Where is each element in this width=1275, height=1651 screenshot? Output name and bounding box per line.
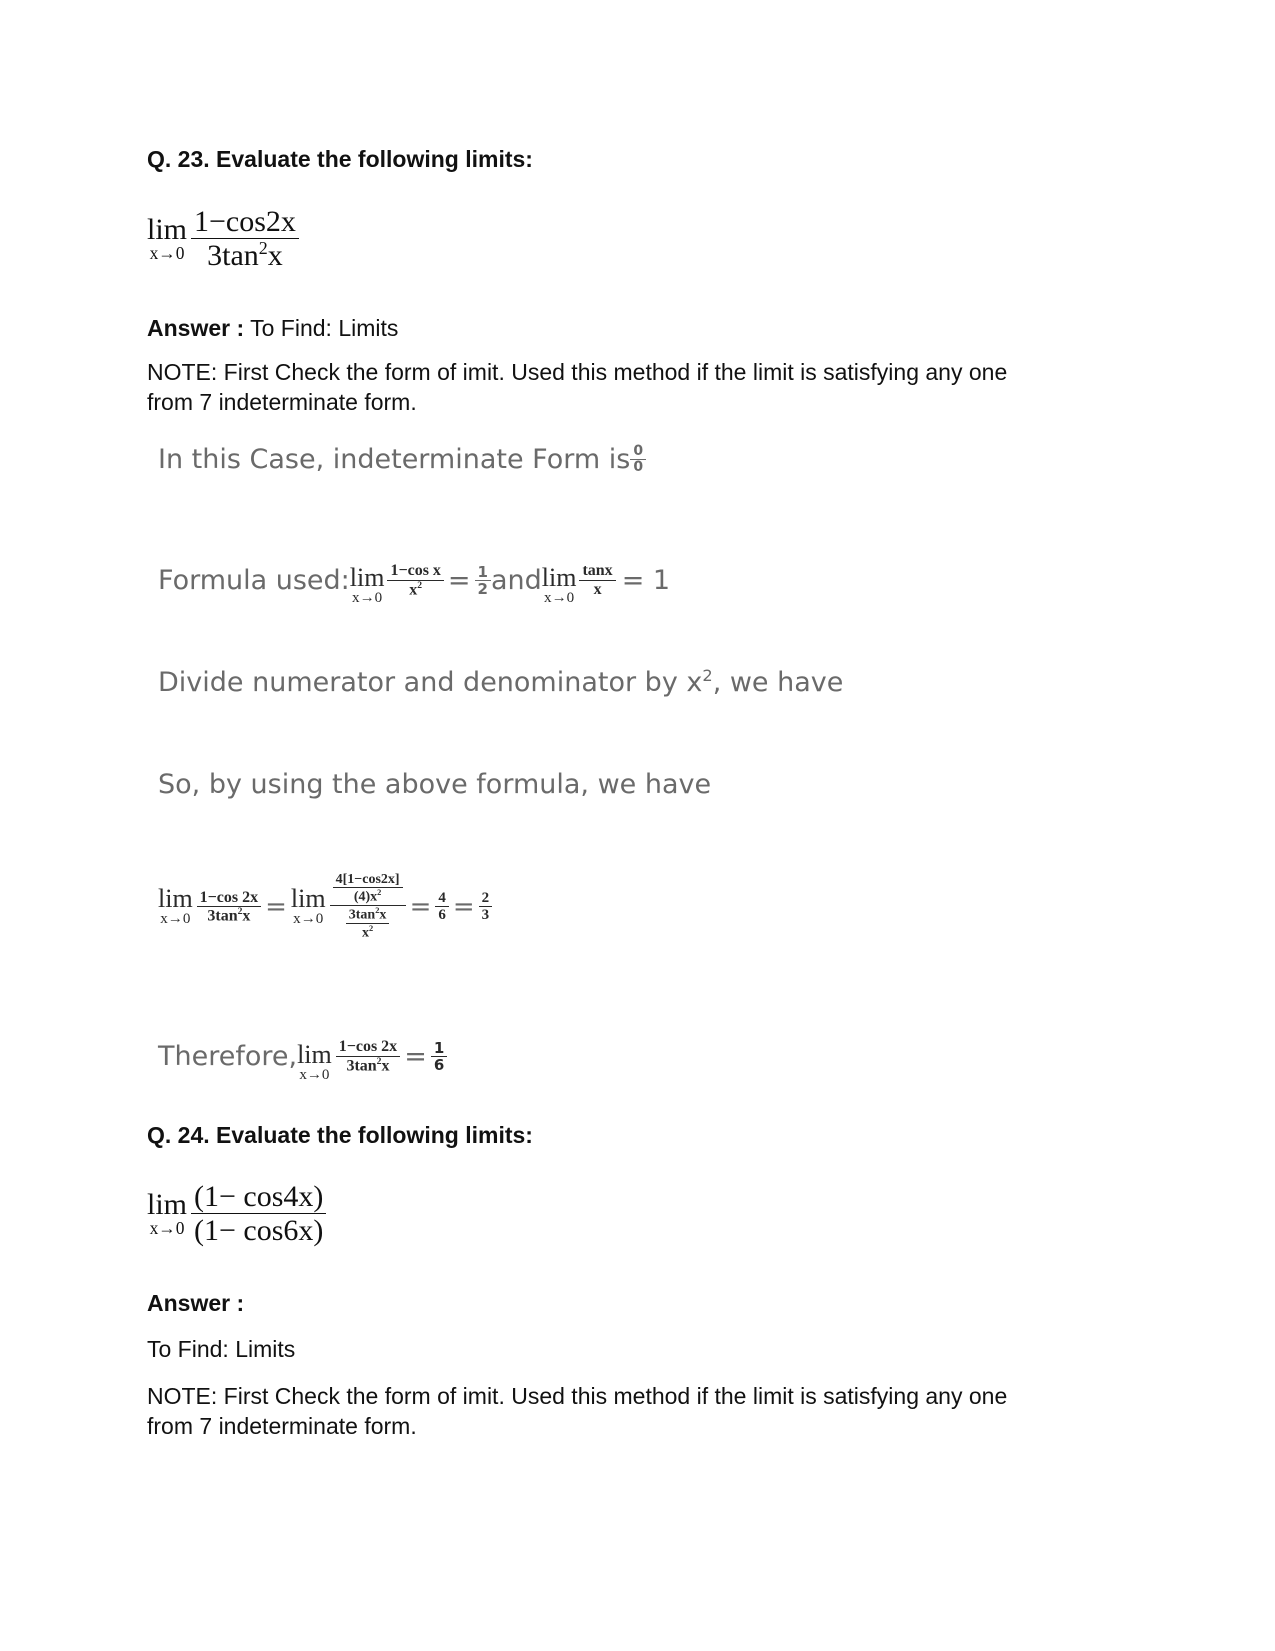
q23-heading: Q. 23. Evaluate the following limits:	[147, 146, 533, 172]
fraction-denominator: 6	[433, 1056, 445, 1075]
q23-answer	[147, 313, 398, 343]
equals-sign: =	[447, 565, 471, 597]
equals-sign: =	[265, 891, 287, 922]
lim-label: lim	[290, 884, 326, 914]
lim-subscript: x→0	[544, 590, 575, 606]
note-line: NOTE: First Check the form of imit. Used this method if the limit is satisfying any one	[147, 359, 1008, 385]
exponent: 2	[702, 666, 713, 685]
fraction-numerator: 1	[431, 1040, 447, 1058]
fraction-denominator: x	[593, 581, 602, 599]
numerator: 1−cos2x	[191, 205, 299, 239]
fraction-numerator: 1−cos 2x	[336, 1038, 400, 1057]
step-formula-used	[158, 555, 670, 606]
q23-note	[147, 357, 1007, 417]
lim-label: lim	[158, 884, 193, 914]
step-text: Divide numerator and denominator by x	[158, 667, 703, 698]
note-line: from 7 indeterminate form.	[147, 389, 417, 415]
step-indeterminate-form	[158, 444, 646, 476]
q24-note	[147, 1381, 1007, 1441]
lim-subscript: x→0	[160, 911, 191, 928]
fraction-denominator: 2	[477, 580, 488, 599]
lim-subscript: x→0	[299, 1067, 330, 1083]
fraction-denominator: 0	[633, 459, 644, 476]
fraction-numerator: 2	[479, 890, 493, 908]
step-using-formula: So, by using the above formula, we have	[158, 769, 712, 800]
q24-answer-label: Answer :	[147, 1290, 245, 1316]
fraction-numerator: 1−cos x	[387, 562, 443, 581]
fraction-denominator: $3\tan^2x$	[207, 906, 251, 925]
inner-numerator: $3\tan^2x$	[346, 906, 390, 924]
compound-fraction	[330, 872, 406, 942]
fraction-numerator: 1	[475, 564, 491, 582]
answer-text: To Find: Limits	[244, 315, 399, 341]
lim-subscript: x→0	[352, 590, 383, 606]
lim-subscript: x→0	[149, 242, 185, 263]
equals-sign: =	[452, 891, 475, 922]
inner-denominator: $x^2$	[361, 924, 374, 942]
answer-label: Answer :	[147, 315, 245, 341]
fraction-denominator: 3	[481, 907, 490, 924]
q24-expression	[147, 1180, 326, 1247]
equals-one: = 1	[621, 565, 671, 597]
fraction-denominator: $3\tan^2x$	[346, 1055, 390, 1075]
q23-expression	[147, 205, 299, 272]
q24-heading: Q. 24. Evaluate the following limits:	[147, 1122, 533, 1148]
inner-denominator: $(4)x^2$	[353, 888, 382, 906]
lim-label: lim	[297, 1040, 332, 1069]
q24-to-find: To Find: Limits	[147, 1336, 296, 1362]
step-divide	[158, 666, 843, 698]
step-computation	[158, 872, 492, 942]
fraction-numerator: 1−cos 2x	[197, 889, 261, 908]
step-therefore	[158, 1030, 447, 1083]
note-line: NOTE: First Check the form of imit. Used this method if the limit is satisfying any one	[147, 1383, 1008, 1409]
lim-label: lim	[147, 1187, 188, 1221]
fraction-denominator: $x^2$	[409, 579, 423, 599]
lim-subscript: x→0	[149, 1217, 185, 1238]
step-label: Formula used:	[158, 565, 350, 597]
equals-sign: =	[409, 891, 432, 922]
fraction-numerator: 4	[435, 890, 449, 908]
numerator: (1− cos4x)	[191, 1180, 326, 1214]
fraction-numerator: tanx	[579, 562, 615, 581]
lim-label: lim	[541, 563, 577, 592]
lim-label: lim	[349, 563, 385, 592]
denominator: (1− cos6x)	[194, 1214, 324, 1247]
step-text: In this Case, indeterminate Form is	[158, 444, 631, 476]
step-text: Therefore,	[158, 1041, 298, 1073]
and-text: and	[490, 565, 542, 597]
note-line: from 7 indeterminate form.	[147, 1413, 417, 1439]
fraction-denominator: 6	[438, 907, 446, 924]
fraction-numerator: 0	[630, 444, 646, 460]
lim-label: lim	[147, 212, 188, 246]
lim-subscript: x→0	[293, 911, 324, 928]
step-text: , we have	[712, 667, 844, 698]
equals-sign: =	[404, 1041, 427, 1073]
denominator: $3\tan^2x$	[207, 238, 283, 272]
inner-numerator: 4[1−cos2x]	[333, 872, 403, 888]
